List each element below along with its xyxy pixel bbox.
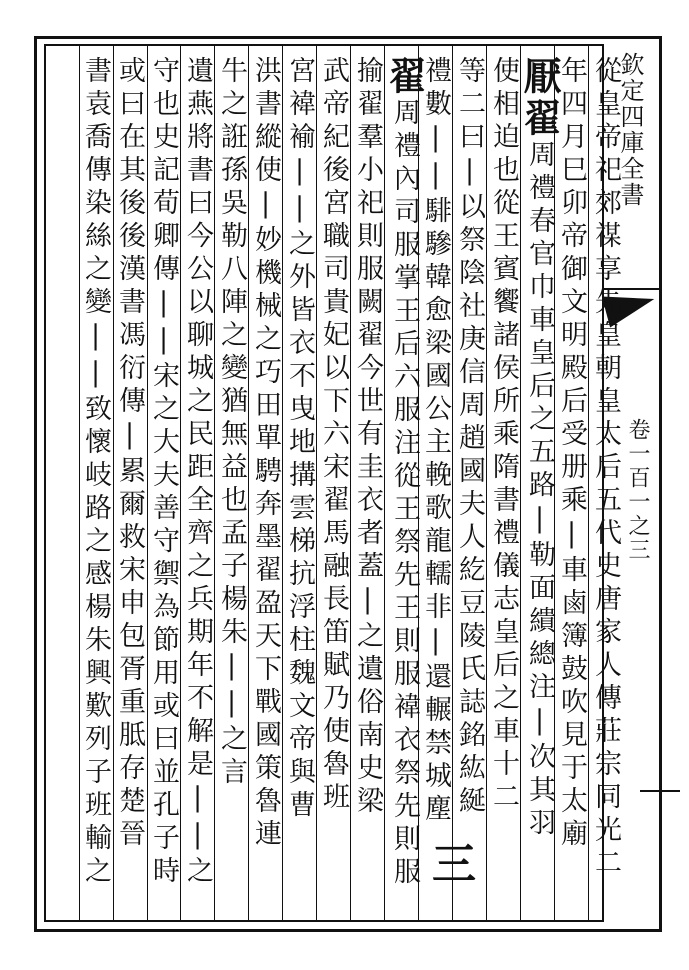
column-divider (588, 44, 589, 922)
text-column: 洪書縱使|妙機械之巧田單騁奔墨翟盈天下戰國策魯連 (250, 56, 281, 852)
column-divider (214, 44, 215, 922)
text-column: 翟周禮內司服掌王后六服注從王祭先王則服褘衣祭先則服 (382, 56, 427, 890)
text-column: 厭翟周禮春官巾車皇后之五路|勒面繢總注|次其羽 (517, 56, 562, 841)
text-column: 牛之誑孫吳勒八陣之變猶無益也孟子楊朱||之言 (216, 56, 247, 790)
text-column: 或曰在其後後漢書馮衍傳|累爾救宋申包胥重胝存楚晉 (114, 56, 145, 852)
column-divider (316, 44, 317, 922)
text-column: 年四月巳卯帝御文明殿后受册乘|車鹵簿鼓吹見于太廟 (556, 56, 587, 852)
headword: 厭翟 (517, 56, 562, 140)
text-column: 武帝紀後宮職司貴妃以下六宋翟馬融長笛賦乃使魯班 (318, 56, 349, 815)
text-column: 揄翟羣小祀則服闕翟今世有圭衣者蓋|之遺俗南史梁 (352, 56, 383, 819)
book-title: 欽定四庫全書 (616, 52, 644, 208)
text-column: 遺燕將書曰今公以聊城之民距全齊之兵期年不解是||之 (182, 56, 213, 889)
text-column: 守也史記荀卿傳||宋之大夫善守禦為節用或曰並孔子時 (148, 56, 179, 889)
column-divider (180, 44, 181, 922)
text-column: 宮褘褕||之外皆衣不曳地搆雲梯抗浮柱魏文帝與曹 (284, 56, 315, 823)
headword: 翟 (382, 56, 427, 98)
text-column: 書袁喬傳染絲之變||致懷岐路之感楊朱興歎列子班輸之 (80, 56, 111, 889)
text-column: 從皇帝祀郊禖享先皇朝皇太后五代史唐家人傳莊宗同光二 (590, 56, 621, 881)
text-column: 使相迫也從王賓饗諸侯所乘隋書禮儀志皇后之車十二 (488, 56, 519, 815)
column-divider (248, 44, 249, 922)
column-divider (350, 44, 351, 922)
text-column: 禮數||騑驂韓愈梁國公主輓歌龍轜非|還輾禁城塵 (420, 56, 451, 827)
text-column: 等二曰|以祭陰社庚信周趙國夫人紇豆陵氏誌銘紘綖 (454, 56, 485, 819)
page-number: 三 (432, 839, 476, 890)
fishtail-line-bottom (640, 790, 680, 792)
column-divider (282, 44, 283, 922)
column-divider (486, 44, 487, 922)
volume-label: 卷一百一之三 (625, 418, 650, 562)
column-divider (452, 44, 453, 922)
